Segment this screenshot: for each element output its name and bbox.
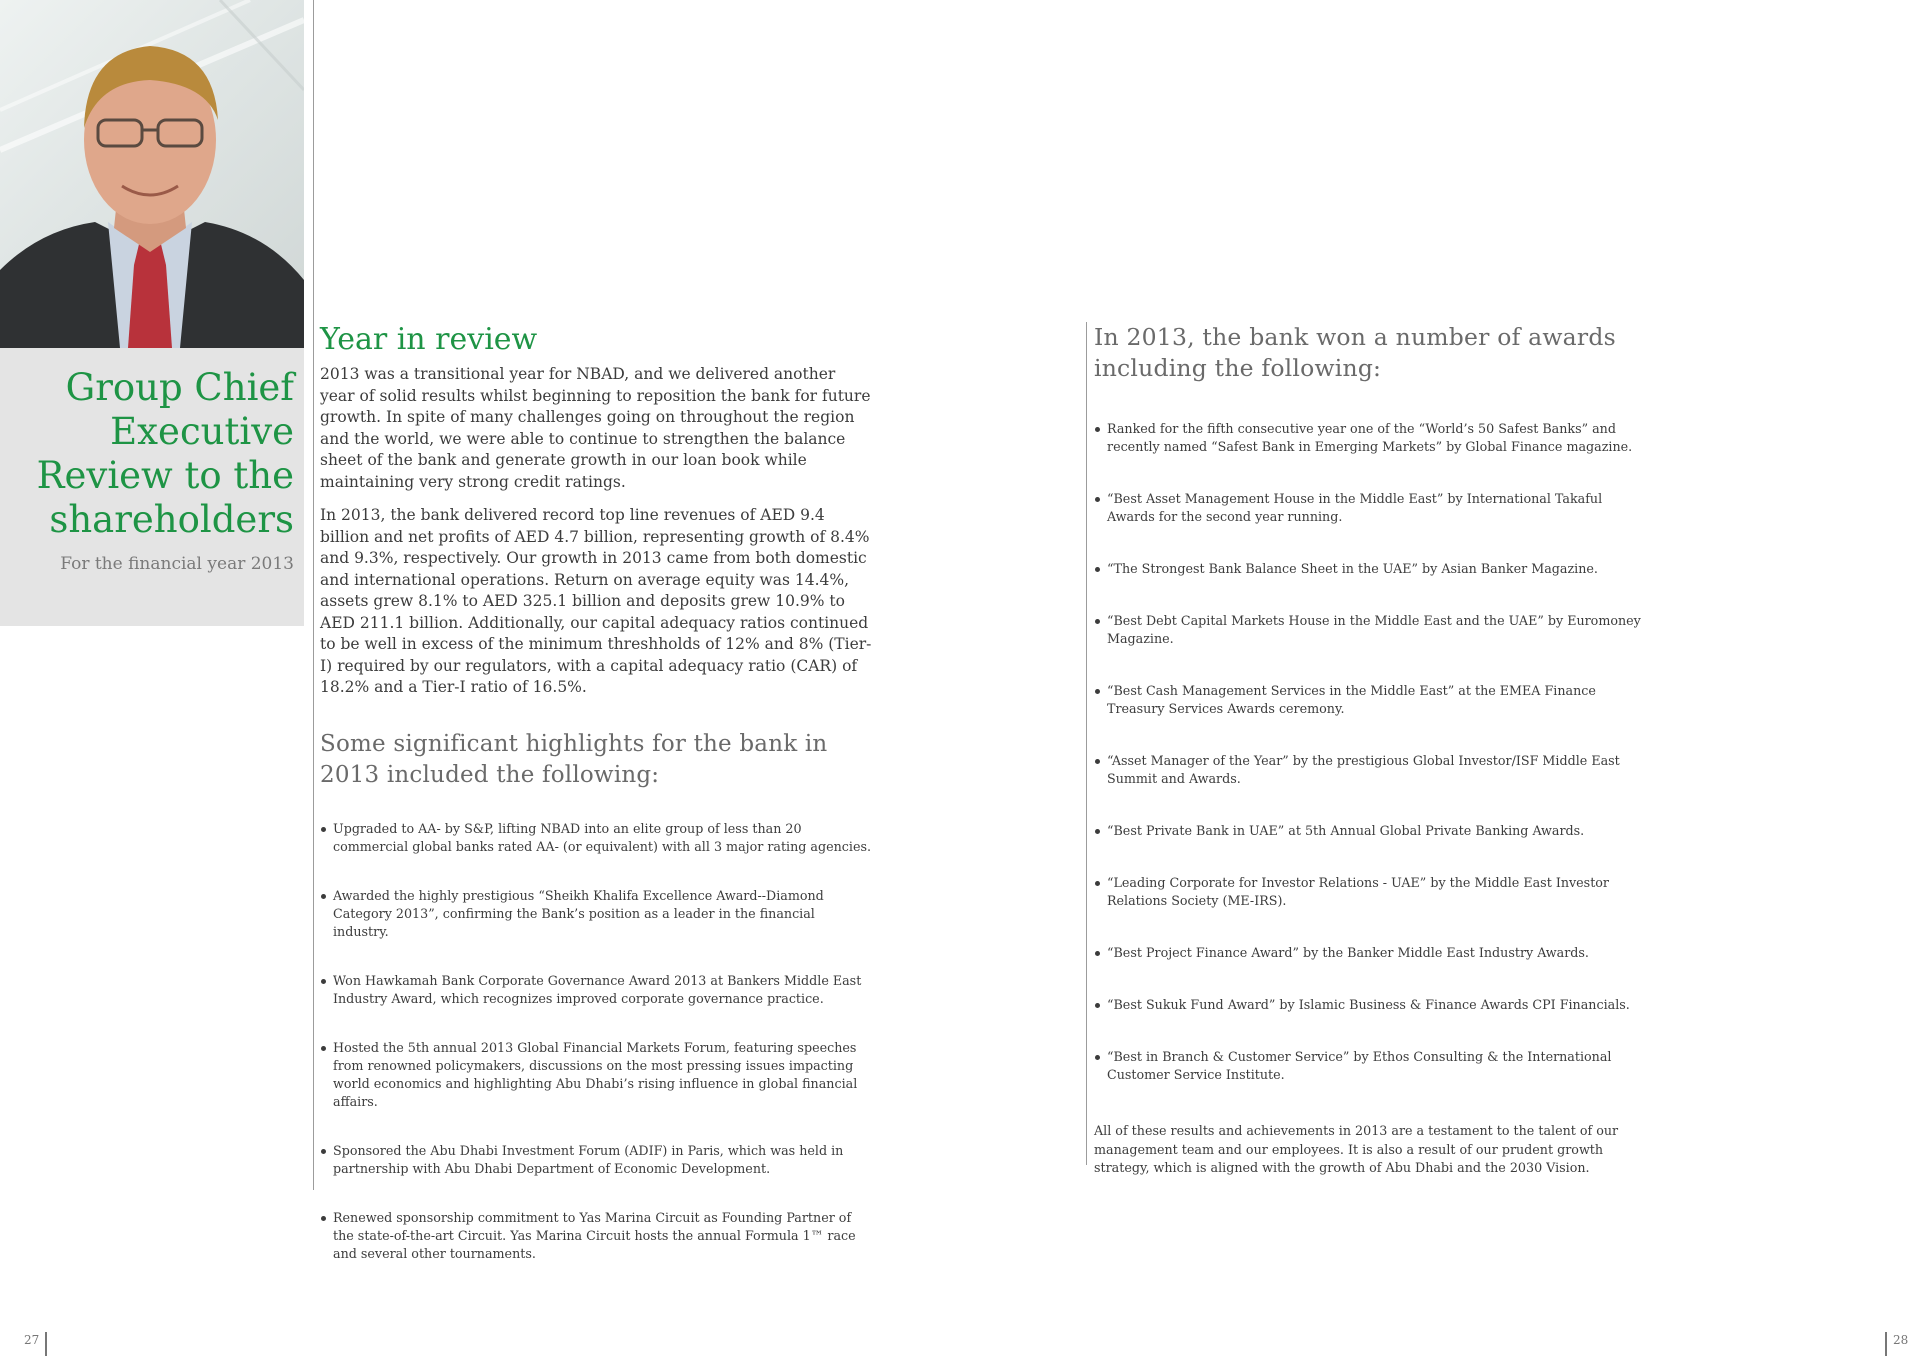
page-number-right: 28: [1893, 1333, 1909, 1347]
highlight-item: Renewed sponsorship commitment to Yas Marina Circuit as Founding Partner of the state-of-the-art Circuit. Yas Marina Circuit hosts the annual Formula 1™ race and several other tournaments.: [320, 1209, 873, 1263]
award-item: “Best Debt Capital Markets House in the Middle East and the UAE” by Euromoney Magazine.: [1094, 612, 1646, 648]
award-item: “Best in Branch & Customer Service” by Ethos Consulting & the International Customer Service Institute.: [1094, 1048, 1646, 1084]
title-line: shareholders: [49, 498, 294, 541]
column-divider: [1086, 322, 1087, 1165]
body-paragraph: 2013 was a transitional year for NBAD, and we delivered another year of solid results whilst beginning to reposition the bank for future growth. In spite of many challenges going on throughout the region and the world, we were able to continue to strengthen the balance sheet of the bank and generate growth in our loan book while maintaining very strong credit ratings.: [320, 365, 871, 491]
award-item: “Best Sukuk Fund Award” by Islamic Business & Finance Awards CPI Financials.: [1094, 996, 1646, 1014]
award-item: “Best Private Bank in UAE” at 5th Annual Global Private Banking Awards.: [1094, 822, 1646, 840]
awards-list: [1094, 420, 1646, 1084]
executive-portrait: [0, 0, 304, 348]
title-line: Executive: [110, 410, 294, 453]
award-item: “The Strongest Bank Balance Sheet in the UAE” by Asian Banker Magazine.: [1094, 560, 1646, 578]
portrait-illustration: [0, 0, 304, 348]
awards-heading: In 2013, the bank won a number of awards including the following:: [1094, 323, 1616, 382]
section-subtitle: For the financial year 2013: [60, 554, 294, 574]
section-title-box: [0, 348, 304, 626]
highlights-list: [320, 820, 873, 1263]
award-item: “Asset Manager of the Year” by the prestigious Global Investor/ISF Middle East Summit and Awards.: [1094, 752, 1646, 788]
closing-paragraph: All of these results and achievements in 2013 are a testament to the talent of our management team and our employees. It is also a result of our prudent growth strategy, which is aligned with the growth of Abu Dhabi and the 2030 Vision.: [1094, 1123, 1619, 1175]
highlight-item: Sponsored the Abu Dhabi Investment Forum (ADIF) in Paris, which was held in partnership with Abu Dhabi Department of Economic Development.: [320, 1142, 873, 1178]
highlight-item: Upgraded to AA- by S&P, lifting NBAD into an elite group of less than 20 commercial global banks rated AA- (or equivalent) with all 3 major rating agencies.: [320, 820, 873, 856]
highlight-item: Awarded the highly prestigious “Sheikh Khalifa Excellence Award--Diamond Category 2013”, confirming the Bank’s position as a leader in the financial industry.: [320, 887, 873, 941]
award-item: Ranked for the fifth consecutive year one of the “World’s 50 Safest Banks” and recently named “Safest Bank in Emerging Markets” by Global Finance magazine.: [1094, 420, 1646, 456]
page-number-bar: [1885, 1332, 1887, 1356]
title-line: Group Chief: [65, 366, 294, 409]
award-item: “Leading Corporate for Investor Relations - UAE” by the Middle East Investor Relations Society (ME-IRS).: [1094, 874, 1646, 910]
year-in-review-heading: Year in review: [320, 322, 538, 357]
section-title: [4, 366, 294, 542]
column-divider: [313, 0, 314, 1190]
awards-column: [1094, 322, 1646, 1178]
award-item: “Best Cash Management Services in the Middle East” at the EMEA Finance Treasury Services Awards ceremony.: [1094, 682, 1646, 718]
highlights-heading: Some significant highlights for the bank in 2013 included the following:: [320, 730, 828, 788]
year-in-review-column: [320, 322, 873, 1263]
body-paragraph: In 2013, the bank delivered record top line revenues of AED 9.4 billion and net profits of AED 4.7 billion, representing growth of 8.4% and 9.3%, respectively. Our growth in 2013 came from both domestic and international operations. Return on average equity was 14.4%, assets grew 8.1% to AED 325.1 billion and deposits grew 10.9% to AED 211.1 billion. Additionally, our capital adequacy ratios continued to be well in excess of the minimum threshholds of 12% and 8% (Tier-I) required by our regulators, with a capital adequacy ratio (CAR) of 18.2% and a Tier-I ratio of 16.5%.: [320, 506, 872, 696]
page-number-bar: [45, 1332, 47, 1356]
highlight-item: Hosted the 5th annual 2013 Global Financial Markets Forum, featuring speeches from renowned policymakers, discussions on the most pressing issues impacting world economics and highlighting Abu Dhabi’s rising influence in global financial affairs.: [320, 1039, 873, 1111]
award-item: “Best Asset Management House in the Middle East” by International Takaful Awards for the second year running.: [1094, 490, 1646, 526]
page-number-left: 27: [24, 1333, 40, 1347]
highlight-item: Won Hawkamah Bank Corporate Governance Award 2013 at Bankers Middle East Industry Award, which recognizes improved corporate governance practice.: [320, 972, 873, 1008]
award-item: “Best Project Finance Award” by the Banker Middle East Industry Awards.: [1094, 944, 1646, 962]
title-line: Review to the: [36, 454, 294, 497]
